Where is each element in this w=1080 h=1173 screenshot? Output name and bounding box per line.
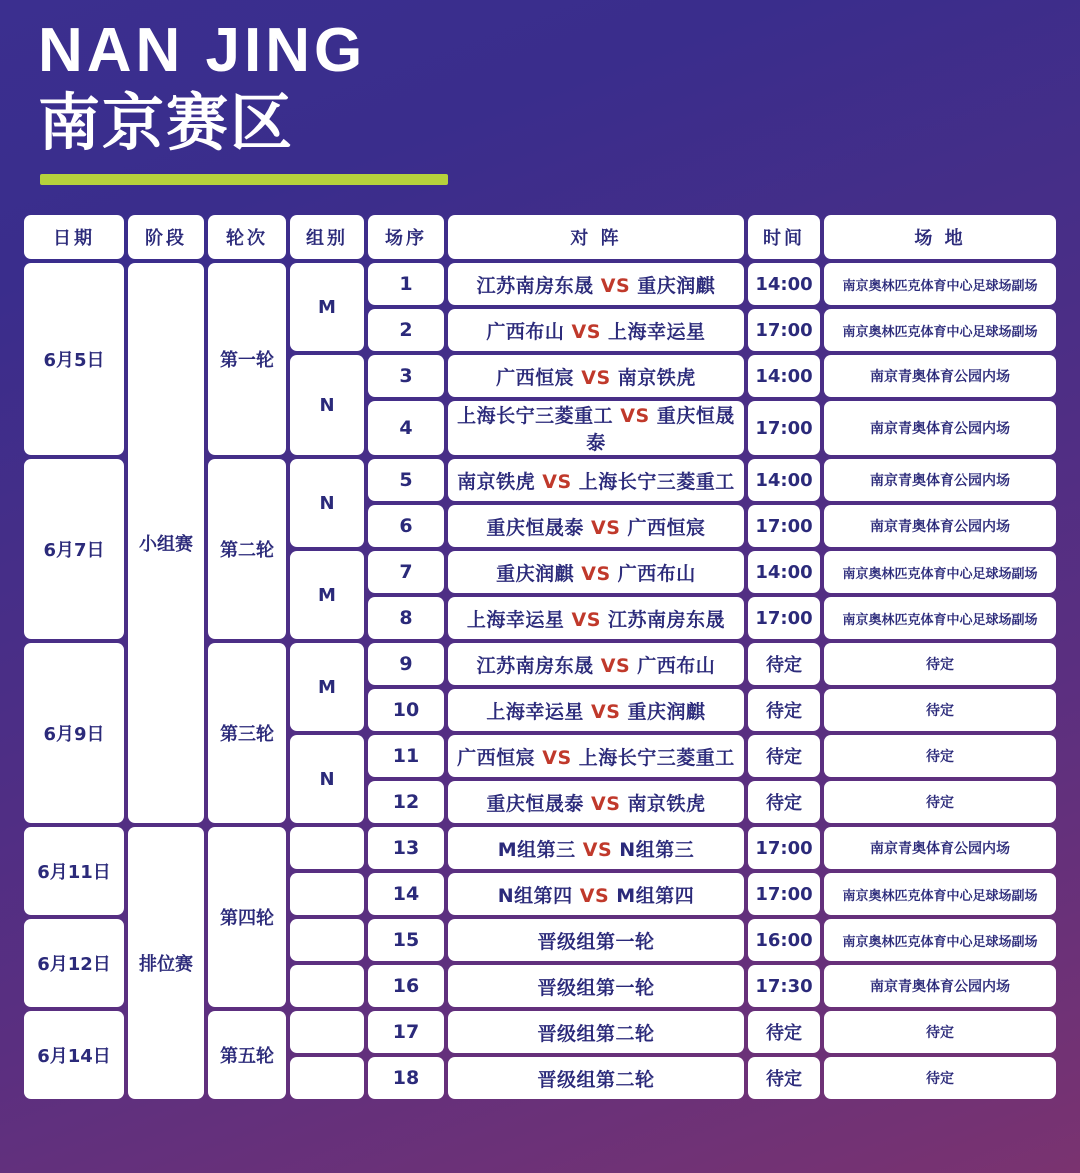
team-b: 江苏南房东晟 [600, 608, 726, 631]
team-b: 上海幸运星 [600, 320, 706, 343]
cell-date: 6月11日 [24, 827, 124, 915]
vs-label: VS [591, 792, 621, 815]
cell-sequence: 13 [368, 827, 444, 869]
cell-matchup [448, 735, 744, 777]
vs-label: VS [591, 516, 621, 539]
cell-round: 第四轮 [208, 827, 286, 1007]
table-row [24, 263, 1056, 305]
cell-venue: 南京青奥体育公园内场 [824, 965, 1056, 1007]
cell-sequence: 18 [368, 1057, 444, 1099]
cell-group [290, 919, 364, 961]
team-a: 上海幸运星 [486, 700, 592, 723]
cell-stage: 排位赛 [128, 827, 204, 1099]
vs-label: VS [600, 654, 631, 677]
cell-stage: 小组赛 [128, 263, 204, 823]
cell-venue: 待定 [824, 689, 1056, 731]
cell-matchup [448, 781, 744, 823]
column-header-6: 时间 [748, 215, 820, 259]
cell-venue: 南京青奥体育公园内场 [824, 355, 1056, 397]
team-b: 广西恒宸 [620, 516, 706, 539]
column-header-7: 场 地 [824, 215, 1056, 259]
cell-time: 待定 [748, 735, 820, 777]
cell-time: 14:00 [748, 459, 820, 501]
vs-label: VS [571, 320, 601, 343]
cell-sequence: 2 [368, 309, 444, 351]
cell-matchup [448, 643, 744, 685]
team-a: 重庆恒晟泰 [486, 516, 592, 539]
cell-group [290, 1011, 364, 1053]
cell-sequence: 16 [368, 965, 444, 1007]
cell-sequence: 14 [368, 873, 444, 915]
cell-group: M [290, 263, 364, 351]
cell-sequence: 10 [368, 689, 444, 731]
cell-venue: 南京奥林匹克体育中心足球场副场 [824, 309, 1056, 351]
cell-date: 6月5日 [24, 263, 124, 455]
cell-time: 14:00 [748, 355, 820, 397]
title-underline [40, 174, 448, 185]
cell-venue: 南京青奥体育公园内场 [824, 401, 1056, 455]
cell-time: 17:30 [748, 965, 820, 1007]
cell-matchup [448, 401, 744, 455]
cell-time: 待定 [748, 1057, 820, 1099]
column-header-4: 场序 [368, 215, 444, 259]
vs-label: VS [571, 608, 601, 631]
table-row [24, 827, 1056, 869]
team-b: 上海长宁三菱重工 [571, 470, 735, 493]
team-b: 南京铁虎 [620, 792, 706, 815]
cell-group: N [290, 735, 364, 823]
cell-group [290, 827, 364, 869]
column-header-1: 阶段 [128, 215, 204, 259]
cell-group: M [290, 643, 364, 731]
cell-sequence: 6 [368, 505, 444, 547]
team-a: 重庆润麒 [496, 562, 582, 585]
cell-venue: 待定 [824, 1057, 1056, 1099]
team-b: 南京铁虎 [610, 366, 696, 389]
cell-group [290, 873, 364, 915]
team-a: 江苏南房东晟 [476, 654, 601, 677]
cell-matchup [448, 873, 744, 915]
team-a: 广西恒宸 [457, 746, 543, 769]
vs-label: VS [581, 366, 611, 389]
vs-label: VS [542, 746, 572, 769]
cell-matchup [448, 689, 744, 731]
schedule-table [20, 211, 1060, 1103]
cell-matchup: 晋级组第一轮 [448, 919, 744, 961]
vs-label: VS [581, 562, 611, 585]
table-header-row [24, 215, 1056, 259]
column-header-2: 轮次 [208, 215, 286, 259]
column-header-5: 对 阵 [448, 215, 744, 259]
cell-time: 17:00 [748, 401, 820, 455]
cell-matchup: 晋级组第一轮 [448, 965, 744, 1007]
title-chinese: 南京赛区 [38, 86, 295, 160]
cell-sequence: 15 [368, 919, 444, 961]
cell-venue: 南京青奥体育公园内场 [824, 827, 1056, 869]
team-b: 重庆恒晟泰 [586, 405, 735, 455]
cell-venue: 待定 [824, 735, 1056, 777]
team-b: 上海长宁三菱重工 [571, 746, 735, 769]
cell-round: 第五轮 [208, 1011, 286, 1099]
cell-venue: 南京青奥体育公园内场 [824, 459, 1056, 501]
cell-sequence: 1 [368, 263, 444, 305]
cell-venue: 南京青奥体育公园内场 [824, 505, 1056, 547]
team-b: 广西布山 [630, 654, 716, 677]
cell-time: 待定 [748, 781, 820, 823]
cell-matchup [448, 551, 744, 593]
team-a: M组第三 [497, 838, 583, 861]
cell-venue: 南京奥林匹克体育中心足球场副场 [824, 597, 1056, 639]
cell-venue: 南京奥林匹克体育中心足球场副场 [824, 873, 1056, 915]
cell-time: 14:00 [748, 551, 820, 593]
title-english: NAN JING [38, 16, 367, 85]
cell-matchup [448, 459, 744, 501]
team-a: N组第四 [497, 884, 580, 907]
cell-sequence: 17 [368, 1011, 444, 1053]
vs-label: VS [542, 470, 572, 493]
cell-matchup [448, 505, 744, 547]
vs-label: VS [600, 274, 631, 297]
cell-time: 17:00 [748, 309, 820, 351]
cell-time: 待定 [748, 1011, 820, 1053]
cell-venue: 待定 [824, 643, 1056, 685]
cell-sequence: 7 [368, 551, 444, 593]
cell-venue: 南京奥林匹克体育中心足球场副场 [824, 551, 1056, 593]
team-a: 江苏南房东晟 [476, 274, 601, 297]
team-b: 重庆润麒 [630, 274, 716, 297]
cell-sequence: 9 [368, 643, 444, 685]
vs-label: VS [579, 884, 610, 907]
vs-label: VS [620, 405, 650, 428]
column-header-0: 日期 [24, 215, 124, 259]
cell-time: 待定 [748, 643, 820, 685]
cell-date: 6月7日 [24, 459, 124, 639]
cell-venue: 南京奥林匹克体育中心足球场副场 [824, 919, 1056, 961]
team-a: 广西恒宸 [496, 366, 582, 389]
cell-sequence: 4 [368, 401, 444, 455]
team-b: M组第四 [609, 884, 695, 907]
cell-venue: 待定 [824, 781, 1056, 823]
cell-venue: 待定 [824, 1011, 1056, 1053]
cell-time: 待定 [748, 689, 820, 731]
cell-group: M [290, 551, 364, 639]
cell-matchup [448, 355, 744, 397]
cell-sequence: 3 [368, 355, 444, 397]
cell-time: 14:00 [748, 263, 820, 305]
vs-label: VS [582, 838, 613, 861]
team-a: 广西布山 [486, 320, 572, 343]
cell-time: 17:00 [748, 827, 820, 869]
cell-sequence: 12 [368, 781, 444, 823]
page-header [0, 0, 1080, 185]
cell-time: 16:00 [748, 919, 820, 961]
cell-round: 第三轮 [208, 643, 286, 823]
vs-label: VS [591, 700, 621, 723]
cell-date: 6月9日 [24, 643, 124, 823]
team-a: 上海长宁三菱重工 [457, 405, 621, 428]
table-body [24, 263, 1056, 1099]
cell-sequence: 11 [368, 735, 444, 777]
cell-group [290, 965, 364, 1007]
cell-matchup [448, 597, 744, 639]
cell-matchup [448, 827, 744, 869]
cell-group [290, 1057, 364, 1099]
cell-group: N [290, 355, 364, 455]
column-header-3: 组别 [290, 215, 364, 259]
cell-matchup [448, 309, 744, 351]
cell-group: N [290, 459, 364, 547]
cell-round: 第一轮 [208, 263, 286, 455]
table-header [24, 215, 1056, 259]
cell-date: 6月12日 [24, 919, 124, 1007]
cell-matchup: 晋级组第二轮 [448, 1057, 744, 1099]
team-b: N组第三 [612, 838, 695, 861]
cell-date: 6月14日 [24, 1011, 124, 1099]
cell-round: 第二轮 [208, 459, 286, 639]
team-a: 南京铁虎 [457, 470, 543, 493]
cell-time: 17:00 [748, 873, 820, 915]
team-b: 广西布山 [610, 562, 696, 585]
team-a: 重庆恒晟泰 [486, 792, 592, 815]
cell-sequence: 5 [368, 459, 444, 501]
team-b: 重庆润麒 [620, 700, 706, 723]
cell-time: 17:00 [748, 505, 820, 547]
cell-venue: 南京奥林匹克体育中心足球场副场 [824, 263, 1056, 305]
cell-sequence: 8 [368, 597, 444, 639]
cell-time: 17:00 [748, 597, 820, 639]
cell-matchup [448, 263, 744, 305]
team-a: 上海幸运星 [466, 608, 572, 631]
cell-matchup: 晋级组第二轮 [448, 1011, 744, 1053]
